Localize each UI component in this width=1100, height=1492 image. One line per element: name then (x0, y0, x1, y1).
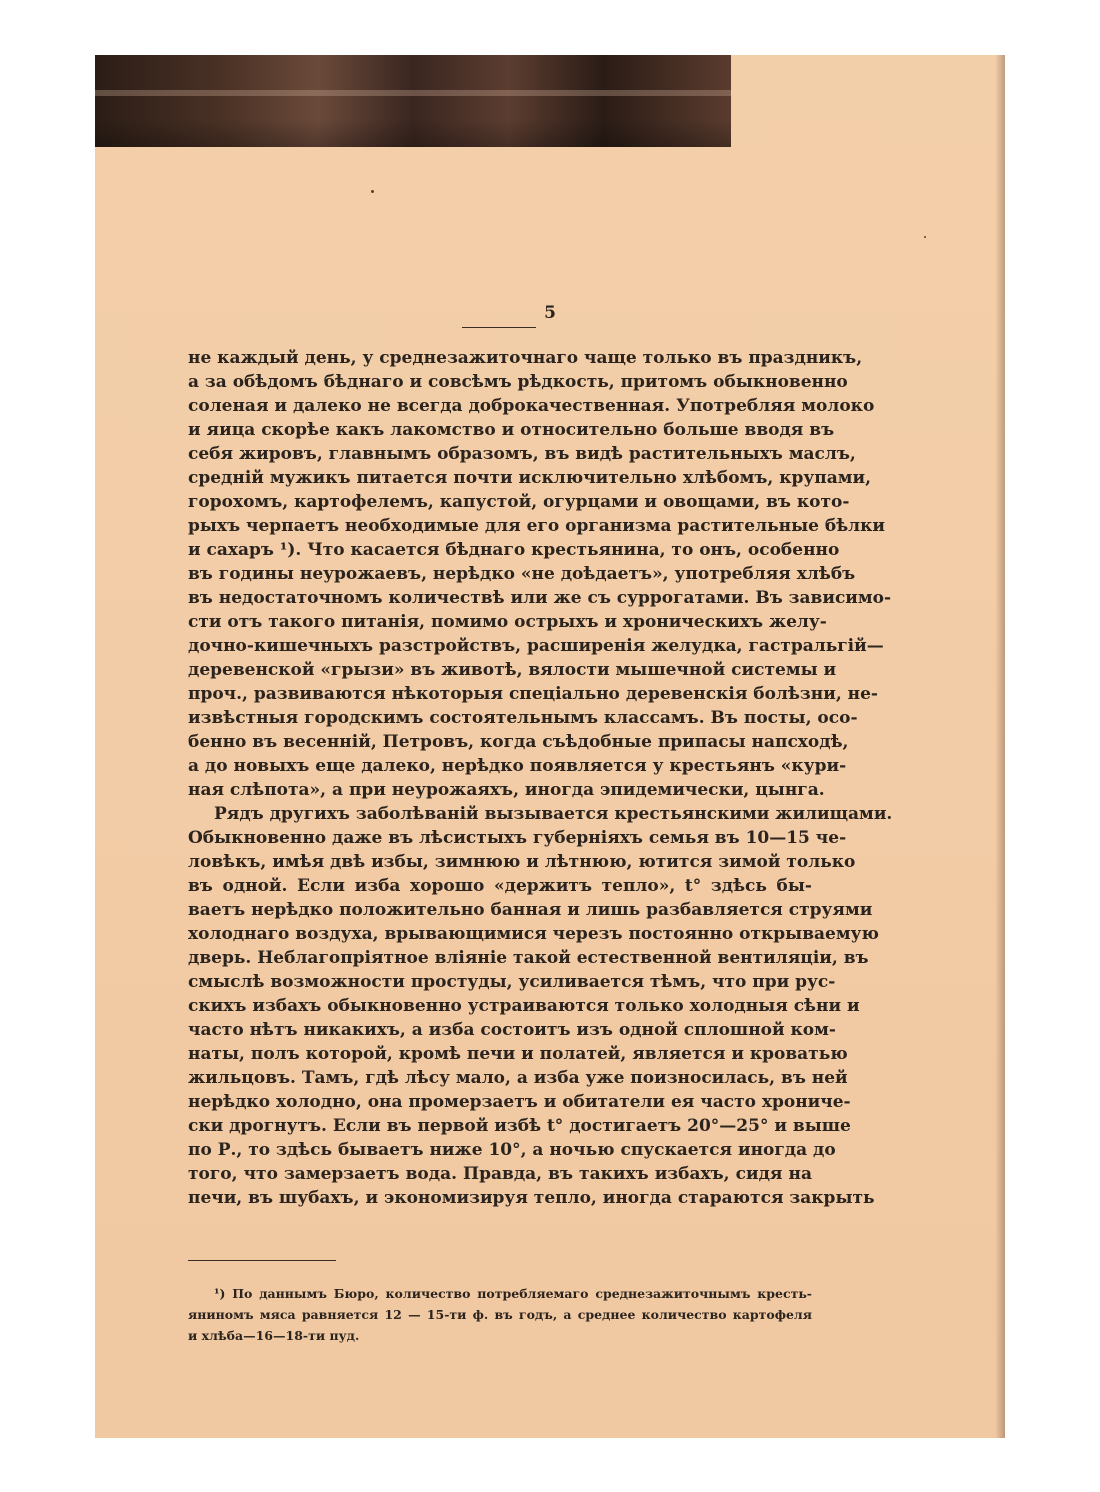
page-number-rule (462, 327, 536, 328)
paper-speck (371, 190, 374, 193)
text-line: бенно въ весеннiй, Петровъ, когда съѣдобные припасы напсходѣ, (188, 732, 849, 752)
text-line: и сахаръ ¹). Что касается бѣднаго крестьянина, то онъ, особенно (188, 540, 840, 560)
text-line: не каждый день, у среднезажиточнаго чаще только въ праздникъ, (188, 348, 863, 368)
footnote-rule (188, 1260, 336, 1261)
text-line: ваетъ нерѣдко положительно банная и лишь разбавляется струями (188, 900, 873, 920)
text-line: дверь. Неблагопрiятное влiянiе такой естественной вентиляцiи, въ (188, 948, 869, 968)
text-line: извѣстныя городскимъ состоятельнымъ классамъ. Въ посты, осо- (188, 708, 858, 728)
footnote-line: яниномъ мяса равняется 12 — 15-ти ф. въ годъ, а среднее количество картофеля (188, 1307, 812, 1322)
text-line: жильцовъ. Тамъ, гдѣ лѣсу мало, а изба уже поизносилась, въ ней (188, 1068, 848, 1088)
text-line: Рядъ другихъ заболѣванiй вызывается крестьянскими жилищами. (214, 804, 893, 824)
text-line: смыслѣ возможности простуды, усиливается тѣмъ, что при рус- (188, 972, 836, 992)
text-line: того, что замерзаетъ вода. Правда, въ такихъ избахъ, сидя на (188, 1164, 812, 1184)
text-line: въ одной. Если изба хорошо «держитъ тепло», t° здѣсь бы- (188, 876, 812, 896)
footnote-line: и хлѣба—16—18-ти пуд. (188, 1328, 360, 1343)
text-line: печи, въ шубахъ, и экономизируя тепло, иногда стараются закрыть (188, 1188, 875, 1208)
text-line: въ годины неурожаевъ, нерѣдко «не доѣдаетъ», употребляя хлѣбъ (188, 564, 856, 584)
text-line: сти отъ такого питанiя, помимо острыхъ и хроническихъ желу- (188, 612, 827, 632)
text-line: по Р., то здѣсь бываетъ ниже 10°, а ночью спускается иногда до (188, 1140, 836, 1160)
page-edge-shadow (995, 55, 1005, 1438)
text-line: а за обѣдомъ бѣднаго и совсѣмъ рѣдкость, притомъ обыкновенно (188, 372, 848, 392)
text-line: часто нѣтъ никакихъ, а изба состоитъ изъ одной сплошной ком- (188, 1020, 836, 1040)
text-line: а до новыхъ еще далеко, нерѣдко появляется у крестьянъ «кури- (188, 756, 847, 776)
scan-background-strip (95, 55, 731, 147)
text-line: ловѣкъ, имѣя двѣ избы, зимнюю и лѣтнюю, ютится зимой только (188, 852, 856, 872)
text-line: холоднаго воздуха, врывающимися черезъ постоянно открываемую (188, 924, 879, 944)
text-line: ная слѣпота», а при неурожаяхъ, иногда эпидемически, цынга. (188, 780, 825, 800)
paper-speck (924, 236, 926, 238)
text-line: ски дрогнутъ. Если въ первой избѣ t° достигаетъ 20°—25° и выше (188, 1116, 851, 1136)
text-line: проч., развиваются нѣкоторыя спецiально деревенскiя болѣзни, не- (188, 684, 878, 704)
text-line: наты, полъ которой, кромѣ печи и полатей, является и кроватью (188, 1044, 848, 1064)
text-line: Обыкновенно даже въ лѣсистыхъ губернiяхъ семья въ 10—15 че- (188, 828, 847, 848)
text-line: и яица скорѣе какъ лакомство и относительно больше вводя въ (188, 420, 835, 440)
text-line: дочно-кишечныхъ разстройствъ, расширенiя желудка, гастральгiй— (188, 636, 884, 656)
page-number: 5 (544, 303, 556, 323)
text-line: въ недостаточномъ количествѣ или же съ суррогатами. Въ зависимо- (188, 588, 892, 608)
text-line: скихъ избахъ обыкновенно устраиваются только холодныя сѣни и (188, 996, 860, 1016)
text-line: нерѣдко холодно, она промерзаетъ и обитатели ея часто хрониче- (188, 1092, 851, 1112)
text-line: себя жировъ, главнымъ образомъ, въ видѣ растительныхъ маслъ, (188, 444, 856, 464)
text-line: соленая и далеко не всегда доброкачественная. Употребляя молоко (188, 396, 875, 416)
text-line: деревенской «грызи» въ животѣ, вялости мышечной системы и (188, 660, 837, 680)
text-line: рыхъ черпаетъ необходимые для его организма растительные бѣлки (188, 516, 886, 536)
footnote (188, 1283, 812, 1346)
body-text (188, 346, 893, 1210)
text-line: горохомъ, картофелемъ, капустой, огурцами и овощами, въ кото- (188, 492, 850, 512)
footnote-line: ¹) По даннымъ Бюро, количество потребляемаго среднезажиточнымъ кресть- (214, 1286, 812, 1301)
text-line: среднiй мужикъ питается почти исключительно хлѣбомъ, крупами, (188, 468, 872, 488)
